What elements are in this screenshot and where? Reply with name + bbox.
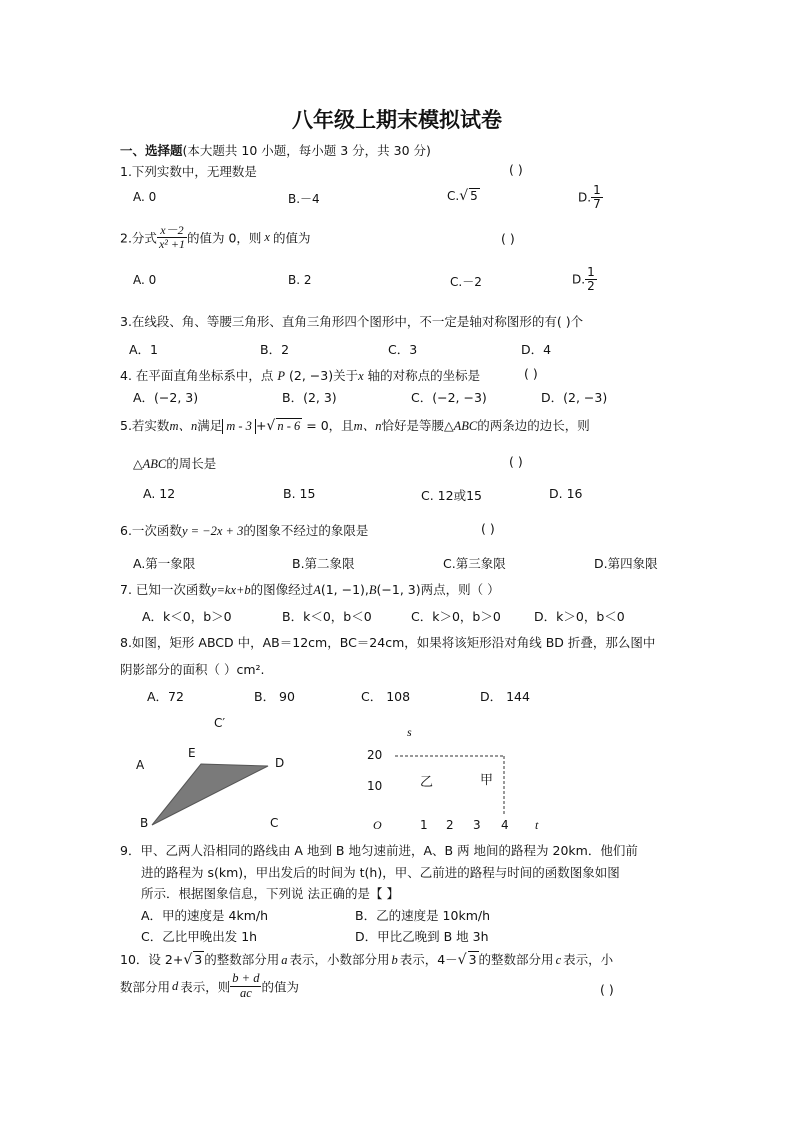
q7-stem: 7. 已知一次函数y=kx+b的图像经过A(1, −1),B(−1, 3)两点，则（ ） bbox=[120, 582, 500, 597]
q2-option-a: A. 0 bbox=[133, 273, 157, 287]
q9-option-a: A．甲的速度是 4km/h bbox=[141, 908, 269, 923]
q4-option-c: C．(−2, −3) bbox=[411, 390, 487, 405]
fig1-label-b: B bbox=[140, 816, 149, 830]
q5-option-d: D. 16 bbox=[549, 486, 583, 501]
q2-option-b: B. 2 bbox=[288, 273, 312, 287]
q8-option-c: C． 108 bbox=[361, 689, 411, 704]
q2-option-d: D. $\frac{1}{2}$ bbox=[572, 265, 595, 294]
q7-option-c: C．k＞0，b＞0 bbox=[411, 609, 501, 624]
q6-option-b: B.第二象限 bbox=[292, 556, 355, 571]
q9-stem-line1: 9．甲、乙两人沿相同的路线由 A 地到 B 地匀速前进，A、B 两 地间的路程为 20km．他们前 bbox=[120, 843, 638, 858]
q3-option-b: B．2 bbox=[260, 342, 290, 357]
fig1-label-c: C bbox=[270, 816, 279, 830]
fig2-tick-x4: 4 bbox=[501, 818, 509, 832]
q4-answer-paren: ( ) bbox=[524, 366, 538, 381]
q7-option-d: D．k＞0，b＜0 bbox=[534, 609, 625, 624]
q1-stem: 1.下列实数中，无理数是 bbox=[120, 164, 257, 179]
fig2-tick-x1: 1 bbox=[420, 818, 428, 832]
q3-option-a: A．1 bbox=[129, 342, 159, 357]
page-title: 八年级上期末模拟试卷 bbox=[292, 107, 502, 132]
q10-stem-line2: 数部分用 d 表示，则 $\frac{b + d}{ac}$ 的值为 bbox=[120, 971, 299, 1000]
section-header bbox=[120, 141, 431, 159]
q4-option-b: B．(2, 3) bbox=[282, 390, 337, 405]
fig2-axis-t: t bbox=[535, 818, 539, 832]
fig2-dashed-lines bbox=[390, 750, 520, 820]
q5-option-c: C. 12或15 bbox=[421, 488, 482, 503]
section-desc: (本大题共 10 小题，每小题 3 分，共 30 分) bbox=[182, 143, 431, 158]
q6-option-c: C.第三象限 bbox=[443, 556, 506, 571]
fig2-label-jia: 甲 bbox=[480, 773, 494, 788]
q9-option-c: C．乙比甲晚出发 1h bbox=[141, 929, 258, 944]
fig2-label-yi: 乙 bbox=[420, 775, 434, 790]
fig2-tick-x2: 2 bbox=[446, 818, 454, 832]
q2-answer-paren: ( ) bbox=[501, 231, 515, 246]
q2-option-c: C.－2 bbox=[450, 275, 482, 289]
q8-option-a: A．72 bbox=[147, 689, 184, 704]
fig2-tick-20: 20 bbox=[367, 748, 383, 762]
section-label: 一、选择题 bbox=[120, 143, 183, 158]
q4-stem: 4. 在平面直角坐标系中，点 P (2, −3)关于x 轴的对称点的坐标是 bbox=[120, 368, 481, 383]
fig2-axis-s: s bbox=[407, 725, 412, 739]
q8-stem-line2: 阴影部分的面积（ ）cm². bbox=[120, 662, 265, 677]
q8-stem-line1: 8.如图，矩形 ABCD 中，AB＝12cm，BC＝24cm，如果将该矩形沿对角线 BD 折叠，那么图中 bbox=[120, 635, 656, 650]
q7-option-a: A．k＜0，b＞0 bbox=[142, 609, 232, 624]
q4-option-a: A．(−2, 3) bbox=[133, 390, 199, 405]
q5-stem-line2: △ABC的周长是 bbox=[133, 456, 217, 471]
q1-option-d: D. $\frac{1}{7}$ bbox=[578, 183, 601, 212]
q9-option-b: B．乙的速度是 10km/h bbox=[355, 908, 491, 923]
fig2-tick-x3: 3 bbox=[473, 818, 481, 832]
q6-option-d: D.第四象限 bbox=[594, 556, 658, 571]
q1-option-c: C.√ 5 bbox=[447, 188, 478, 204]
fig1-label-e: E bbox=[188, 746, 196, 760]
fig2-tick-10: 10 bbox=[367, 779, 383, 793]
q1-option-a: A. 0 bbox=[133, 190, 157, 204]
fig1-label-d: D bbox=[275, 756, 285, 770]
q9-option-d: D．甲比乙晚到 B 地 3h bbox=[355, 929, 489, 944]
q3-stem: 3.在线段、角、等腰三角形、直角三角形四个图形中，不一定是轴对称图形的有( )个 bbox=[120, 314, 584, 329]
fig1-label-c-prime: C′ bbox=[214, 716, 226, 730]
q6-answer-paren: ( ) bbox=[481, 521, 495, 536]
q5-option-a: A. 12 bbox=[143, 486, 176, 501]
q7-option-b: B．k＜0，b＜0 bbox=[282, 609, 372, 624]
q9-stem-line3: 所示．根据图象信息，下列说 法正确的是【 】 bbox=[141, 886, 399, 901]
q6-option-a: A.第一象限 bbox=[133, 556, 196, 571]
q1-option-b: B.－4 bbox=[288, 192, 320, 206]
q10-stem-line1: 10．设 2+√ 3 的整数部分用 a 表示，小数部分用 b 表示，4－√ 3 的整数部分用 c 表示，小 bbox=[120, 952, 614, 968]
fig1-label-a: A bbox=[136, 758, 145, 772]
fig1-shaded-triangle bbox=[140, 750, 280, 830]
q9-stem-line2: 进的路程为 s(km)，甲出发后的时间为 t(h)，甲、乙前进的路程与时间的函数图象如图 bbox=[141, 865, 620, 880]
q5-stem-line1: 5.若实数m、n满足 m - 3 +√ n - 6 = 0，且m、n恰好是等腰△ABC的两条边的边长，则 bbox=[120, 418, 590, 434]
q6-stem: 6.一次函数y = −2x + 3的图象不经过的象限是 bbox=[120, 523, 369, 538]
q5-option-b: B. 15 bbox=[283, 486, 316, 501]
fig2-origin: O bbox=[373, 818, 382, 832]
q10-answer-paren: ( ) bbox=[600, 982, 614, 997]
q4-option-d: D．(2, −3) bbox=[541, 390, 608, 405]
q8-option-b: B． 90 bbox=[254, 689, 295, 704]
q2-stem: 2.分式 $\frac{x-2}{\text{x² +1}}$ 的值为 0，则 x 的值为 bbox=[120, 223, 311, 252]
q1-answer-paren: ( ) bbox=[509, 162, 523, 177]
q3-option-c: C．3 bbox=[388, 342, 418, 357]
q5-answer-paren: ( ) bbox=[509, 454, 523, 469]
q3-option-d: D．4 bbox=[521, 342, 552, 357]
q8-option-d: D． 144 bbox=[480, 689, 530, 704]
